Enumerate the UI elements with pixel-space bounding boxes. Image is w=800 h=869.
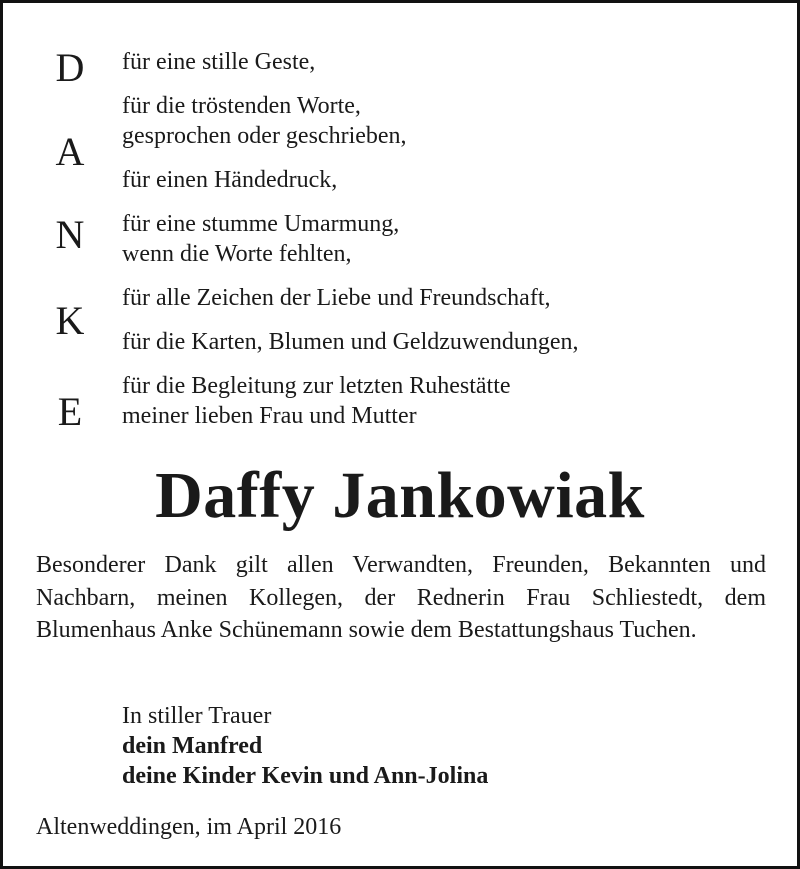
gratitude-line: gesprochen oder geschrieben, (122, 123, 407, 149)
place-date: Altenweddingen, im April 2016 (36, 814, 342, 840)
signature-spouse: dein Manfred (122, 733, 263, 759)
acrostic-letter-k: K (55, 298, 85, 343)
acrostic-letter-a: A (55, 129, 85, 174)
acrostic-letter-n: N (55, 212, 85, 257)
gratitude-line: für einen Händedruck, (122, 167, 338, 193)
gratitude-line: meiner lieben Frau und Mutter (122, 403, 417, 429)
signature-intro: In stiller Trauer (122, 703, 272, 729)
acrostic-letter-d: D (55, 45, 85, 90)
signature-children: deine Kinder Kevin und Ann-Jolina (122, 763, 489, 789)
gratitude-line: für die Karten, Blumen und Geldzuwendungen, (122, 329, 579, 355)
gratitude-line: für eine stille Geste, (122, 49, 316, 75)
thanks-paragraph: Besonderer Dank gilt allen Verwandten, Freunden, Bekannten und Nachbarn, meinen Kollegen, der Rednerin Frau Schliestedt, dem Blumenhaus Anke Schünemann sowie dem Bestattungshaus Tuchen. (36, 552, 766, 643)
acrostic-letter-e: E (57, 389, 83, 434)
gratitude-line: für alle Zeichen der Liebe und Freundschaft, (122, 285, 551, 311)
deceased-name: Daffy Jankowiak (155, 459, 645, 532)
gratitude-line: für die tröstenden Worte, (122, 93, 361, 119)
gratitude-line: für eine stumme Umarmung, (122, 211, 400, 237)
gratitude-line: wenn die Worte fehlten, (122, 241, 352, 267)
gratitude-line: für die Begleitung zur letzten Ruhestätte (122, 373, 511, 399)
